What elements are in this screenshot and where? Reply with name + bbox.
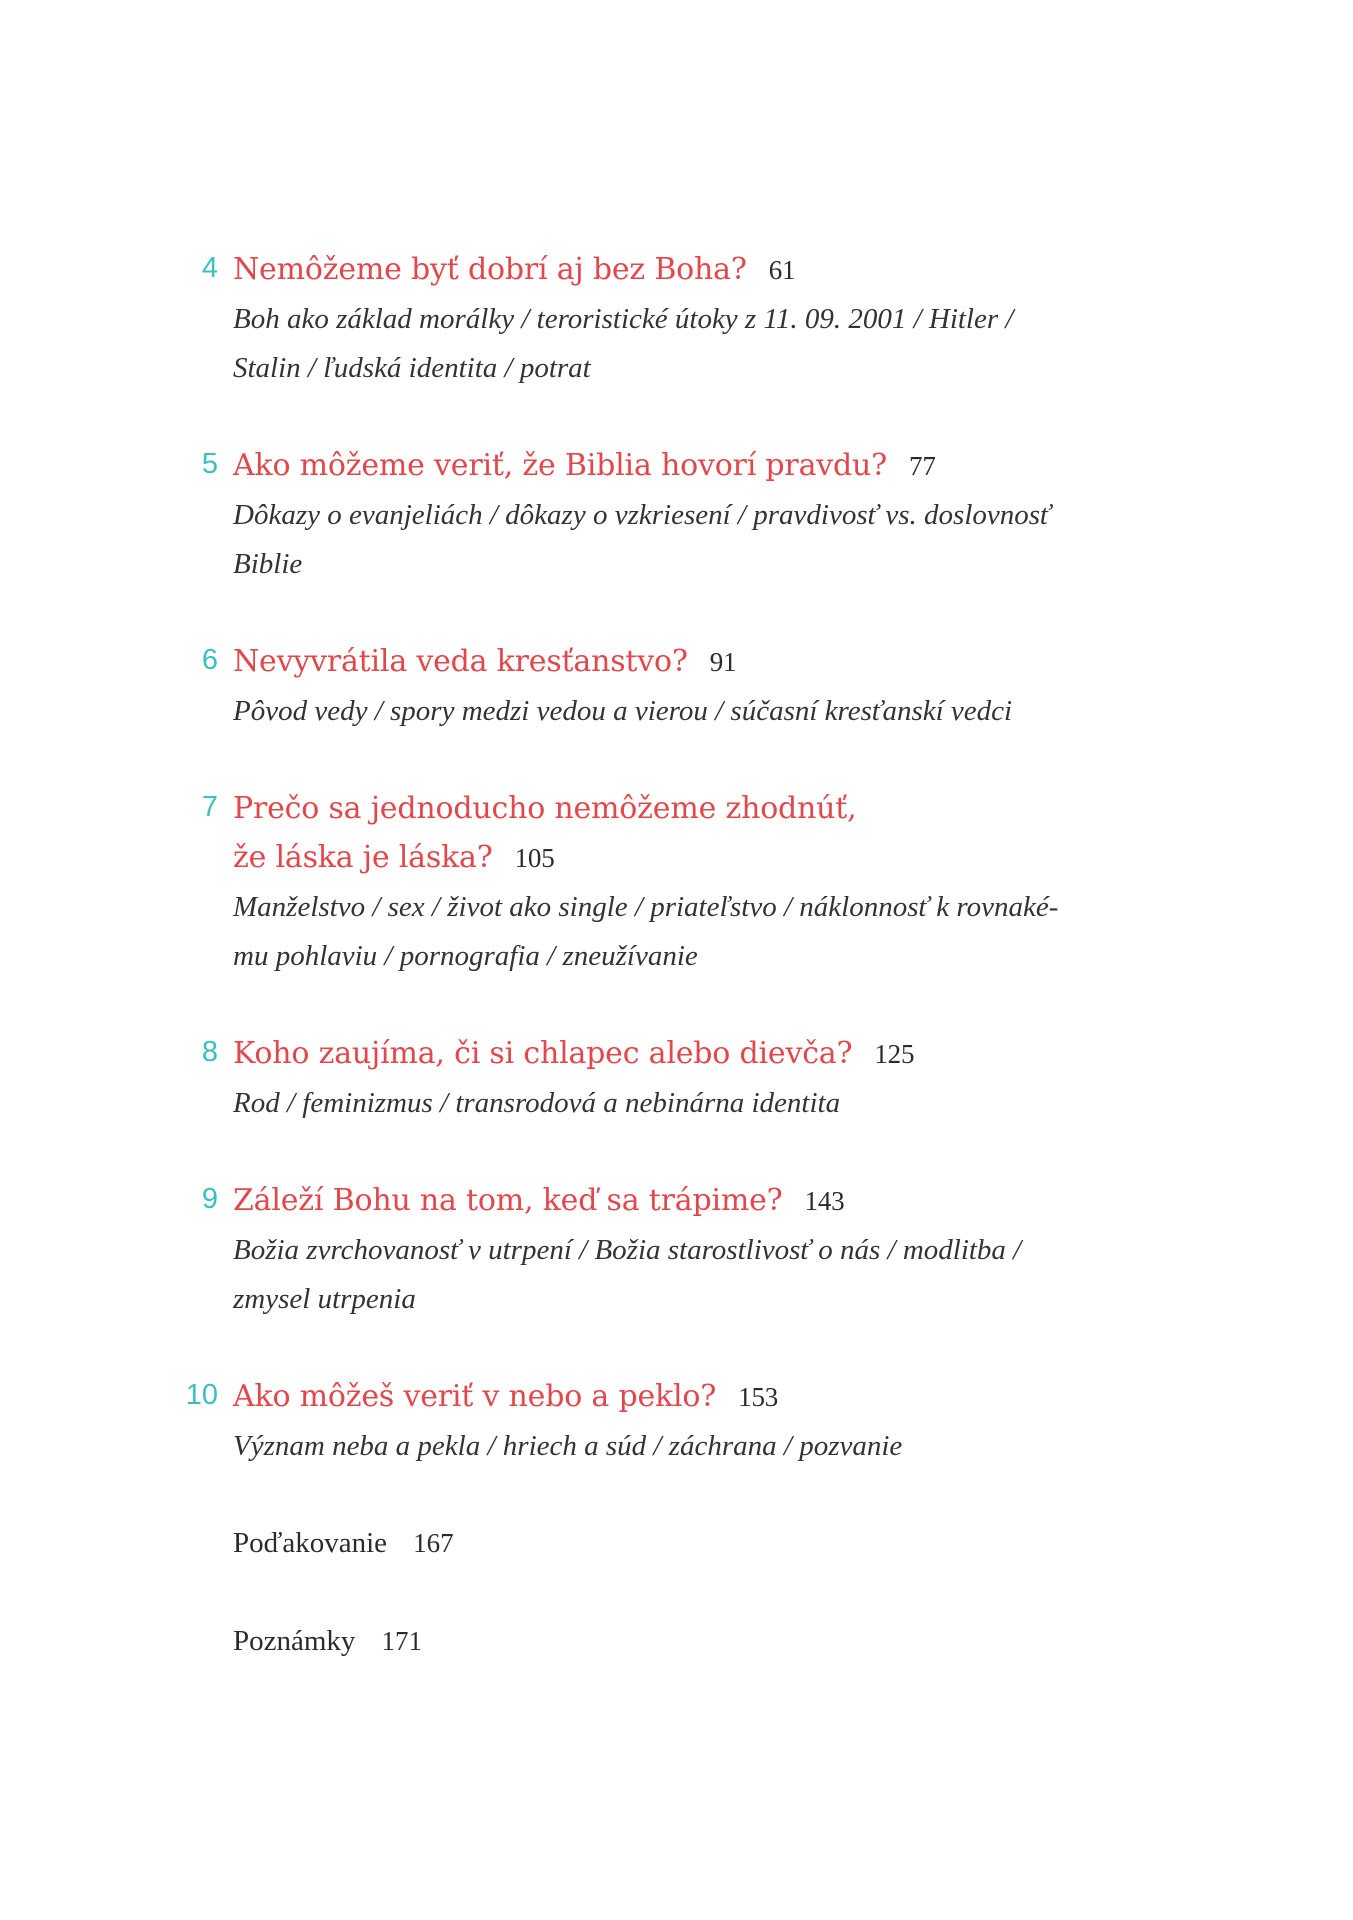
chapter-topics-line: Pôvod vedy / spory medzi vedou a vierou / súčasní kresťanskí vedci [233,695,1013,727]
chapter-title[interactable]: Ako môžeš veriť v nebo a peklo? [233,1379,717,1414]
chapter-topics-line: Význam neba a pekla / hriech a súd / záchrana / pozvanie [233,1430,903,1462]
chapter-number: 7 [201,791,218,823]
chapter-title[interactable]: Nevyvrátila veda kresťanstvo? [233,644,688,679]
chapter-topics-line: Rod / feminizmus / transrodová a nebinárna identita [233,1087,841,1119]
chapter-title-line [233,833,1133,883]
chapter-title[interactable]: Ako môžeme veriť, že Biblia hovorí pravdu? [233,448,888,483]
chapter-number: 10 [185,1379,218,1411]
chapter-title-line [233,1372,1133,1422]
chapter-title[interactable]: Koho zaujíma, či si chlapec alebo dievča? [233,1036,853,1071]
back-matter-title: Poďakovanie [233,1527,388,1559]
chapter-number: 5 [201,448,218,480]
toc-entry-notes[interactable] [233,1617,422,1666]
chapter-title[interactable]: Záleží Bohu na tom, keď sa trápime? [233,1183,783,1218]
chapter-title-line [233,637,1133,687]
chapter-page-number: 61 [768,255,796,285]
chapter-body [233,1029,1133,1128]
chapter-title[interactable]: že láska je láska? [233,840,493,875]
chapter-topics-line: Dôkazy o evanjeliách / dôkazy o vzkriesení / pravdivosť vs. doslovnosť [233,499,1051,531]
chapter-body [233,637,1133,736]
chapter-body [233,245,1133,393]
chapter-topics-line: Manželstvo / sex / život ako single / priateľstvo / náklonnosť k rovnaké- [233,891,1059,923]
back-matter-title: Poznámky [233,1625,356,1657]
chapter-number: 8 [201,1036,218,1068]
back-matter-page-number: 167 [413,1528,454,1558]
chapter-page-number: 153 [738,1382,779,1412]
back-matter-page-number: 171 [381,1626,422,1656]
chapter-body [233,441,1133,589]
chapter-page-number: 125 [874,1039,915,1069]
chapter-body [233,1372,1133,1471]
chapter-title-line [233,441,1133,491]
chapter-page-number: 143 [804,1186,845,1216]
chapter-number: 6 [201,644,218,676]
chapter-topics-line: mu pohlaviu / pornografia / zneužívanie [233,940,698,972]
chapter-body [233,784,1133,981]
chapter-page-number: 91 [709,647,737,677]
chapter-title-line [233,245,1133,295]
toc-entry-acknowledgements[interactable] [233,1519,454,1568]
chapter-topics-line: Biblie [233,548,303,580]
chapter-page-number: 105 [514,843,555,873]
chapter-topics-line: Stalin / ľudská identita / potrat [233,352,591,384]
chapter-title-line [233,1176,1133,1226]
chapter-page-number: 77 [909,451,936,481]
chapter-title-line [233,1029,1133,1079]
chapter-body [233,1176,1133,1324]
chapter-title[interactable]: Nemôžeme byť dobrí aj bez Boha? [233,252,747,287]
chapter-title-line[interactable]: Prečo sa jednoducho nemôžeme zhodnúť, [233,791,857,826]
chapter-number: 4 [201,252,218,284]
chapter-topics-line: Boh ako základ morálky / teroristické útoky z 11. 09. 2001 / Hitler / [233,303,1014,335]
chapter-topics-line: Božia zvrchovanosť v utrpení / Božia starostlivosť o nás / modlitba / [233,1234,1022,1266]
chapter-number: 9 [201,1183,218,1215]
chapter-topics-line: zmysel utrpenia [233,1283,416,1315]
